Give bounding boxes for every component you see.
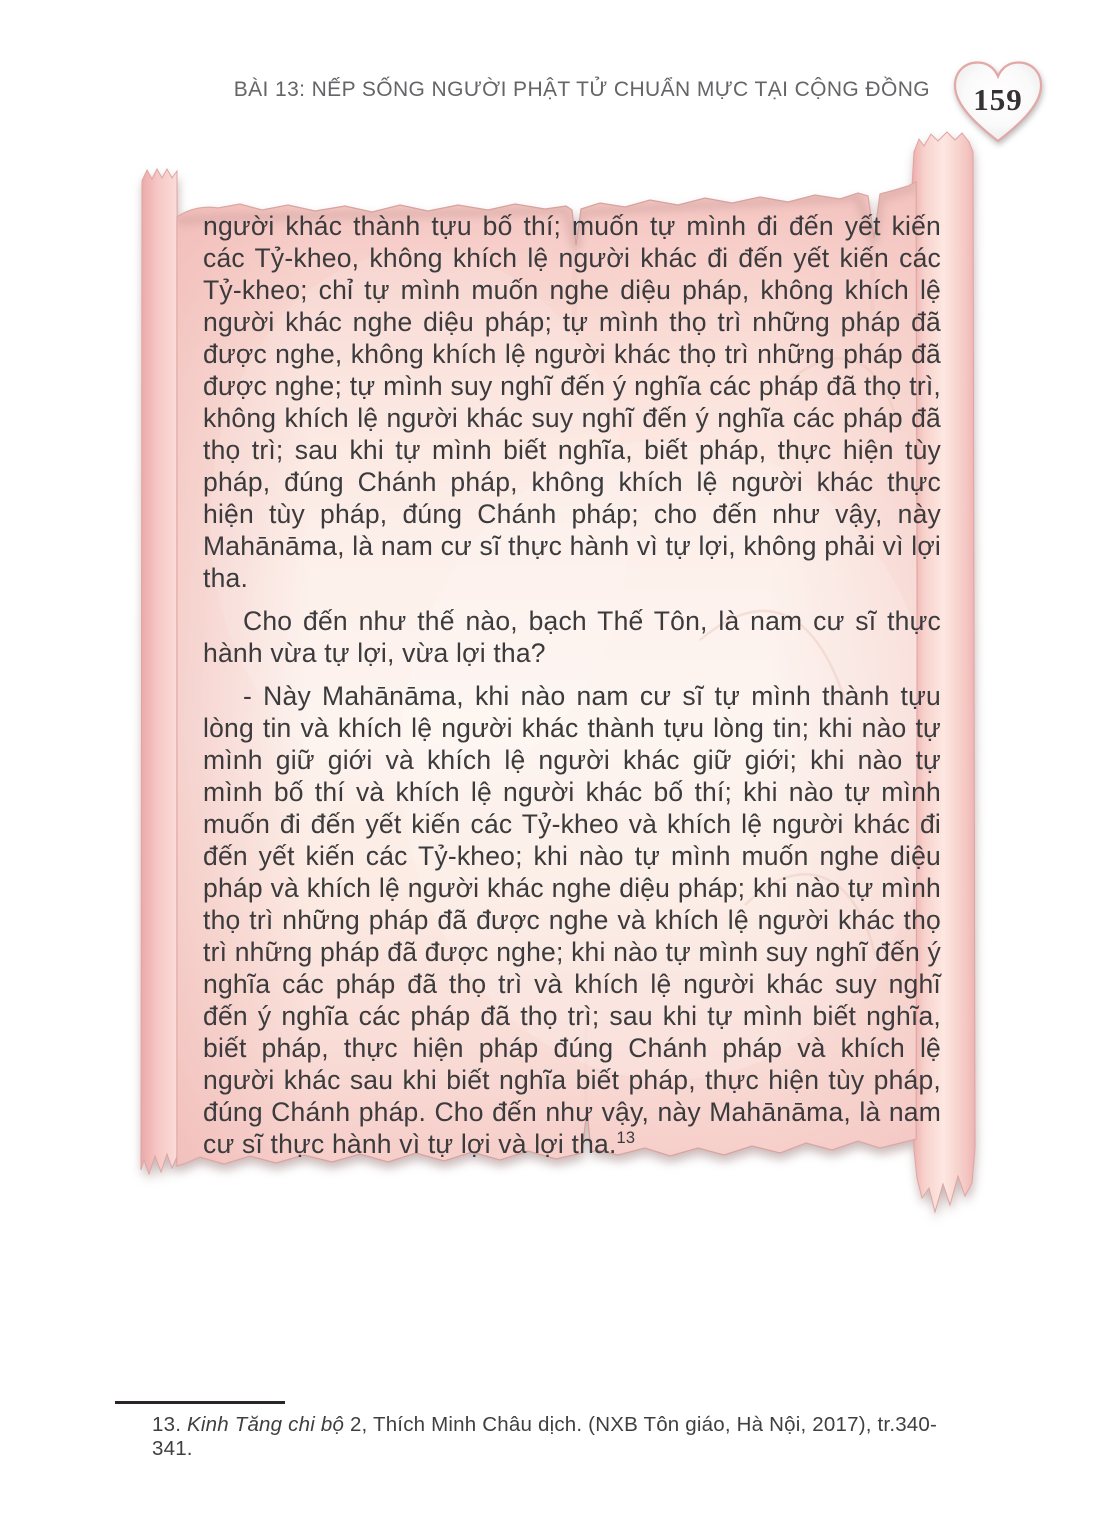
paragraph-text: Cho đến như thế nào, bạch Thế Tôn, là nam cư sĩ thực hành vừa tự lợi, vừa lợi tha? (203, 606, 941, 668)
footnote-reference-mark: 13 (616, 1129, 636, 1148)
footnote-number: 13. (152, 1413, 187, 1436)
paragraph-text: người khác thành tựu bố thí; muốn tự mình đi đến yết kiến các Tỷ-kheo, không khích lệ người khác đi đến yết kiến các Tỷ-kheo; chỉ tự mình muốn nghe diệu pháp, không khích lệ người khác nghe diệu pháp; tự mình thọ trì những pháp đã được nghe, không khích lệ người khác thọ trì những pháp đã được nghe; tự mình suy nghĩ đến ý nghĩa các pháp đã thọ trì, không khích lệ người khác suy nghĩ đến ý nghĩa các pháp đã thọ trì; sau khi tự mình biết nghĩa, biết pháp, thực hiện tùy pháp, đúng Chánh pháp, không khích lệ người khác thực hiện tùy pháp, đúng Chánh pháp; cho đến như vậy, này Mahānāma, là nam cư sĩ thực hành vì tự lợi, không phải vì lợi tha. (203, 211, 941, 593)
footnote (152, 1413, 972, 1461)
footnote-source-title: Kinh Tăng chi bộ (187, 1413, 345, 1436)
paragraph-continuation (203, 210, 941, 594)
chapter-header-title: BÀI 13: NẾP SỐNG NGƯỜI PHẬT TỬ CHUẨN MỰC TẠI CỘNG ĐỒNG (233, 78, 930, 101)
footnote-divider (115, 1401, 285, 1404)
scripture-text (203, 210, 941, 1171)
scroll-left-edge (141, 169, 179, 1174)
paragraph-text: - Này Mahānāma, khi nào nam cư sĩ tự mình thành tựu lòng tin và khích lệ người khác thành tựu lòng tin; khi nào tự mình giữ giới và khích lệ người khác giữ giới; khi nào tự mình bố thí và khích lệ người khác bố thí; khi nào tự mình muốn đi đến yết kiến các Tỷ-kheo và khích lệ người khác đi đến yết kiến các Tỷ-kheo; khi nào tự mình muốn nghe diệu pháp và khích lệ người khác nghe diệu pháp; khi nào tự mình thọ trì những pháp đã được nghe và khích lệ người khác thọ trì những pháp đã được nghe; khi nào tự mình suy nghĩ đến ý nghĩa các pháp đã thọ trì và khích lệ người khác suy nghĩ đến ý nghĩa các pháp đã thọ trì; sau khi tự mình biết nghĩa, biết pháp, thực hiện pháp đúng Chánh pháp và khích lệ người khác sau khi biết nghĩa biết pháp, thực hiện tùy pháp, đúng Chánh pháp. Cho đến như vậy, này Mahānāma, là nam cư sĩ thực hành vì tự lợi và lợi tha. (203, 681, 941, 1159)
page-number: 159 (973, 82, 1023, 117)
footnote-citation-detail: 2, Thích Minh Châu dịch. (NXB Tôn giáo, Hà Nội, 2017), tr.340-341. (152, 1413, 938, 1460)
paragraph-answer (203, 680, 941, 1160)
paragraph-question (203, 605, 941, 669)
